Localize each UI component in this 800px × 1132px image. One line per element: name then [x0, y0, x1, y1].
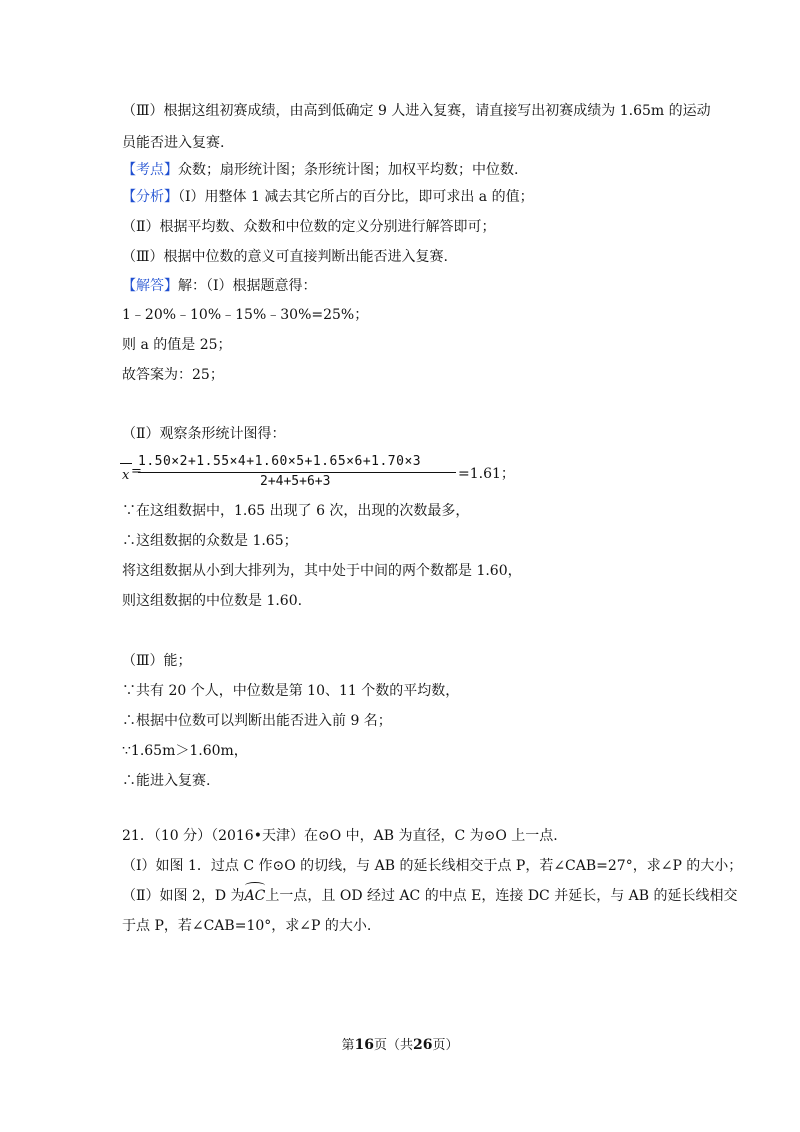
jieda-line: 【解答】解：（Ⅰ）根据题意得：	[122, 278, 317, 294]
text-line: ∴能进入复赛.	[122, 773, 211, 789]
text-line: （Ⅲ）能；	[122, 653, 192, 669]
text-line: 员能否进入复赛.	[122, 135, 225, 151]
text-line: ∴根据中位数可以判断出能否进入前 9 名；	[122, 713, 392, 729]
text-line: （Ⅱ）如图 2，D 为AC上一点，且 OD 经过 AC 的中点 E，连接 DC 并延长，与 AB 的延长线相交	[122, 888, 738, 904]
fenxi-tag: 【分析】	[122, 189, 178, 205]
text-line: （Ⅲ）根据这组初赛成绩，由高到低确定 9 人进入复赛，请直接写出初赛成绩为 1.65m 的运动	[122, 103, 711, 119]
kaodian-line: 【考点】众数；扇形统计图；条形统计图；加权平均数；中位数.	[122, 162, 519, 178]
mean-formula: x = 1.50×2+1.55×4+1.60×5+1.65×6+1.70×3 2+4+5+6+3 =1.61；	[122, 454, 515, 489]
page-number: 16	[354, 1037, 374, 1053]
text-line: 将这组数据从小到大排列为，其中处于中间的两个数都是 1.60，	[122, 563, 522, 579]
fraction-bar	[138, 472, 456, 473]
jieda-tag: 【解答】	[122, 278, 178, 294]
page-footer: 第16页（共26页）	[341, 1037, 459, 1053]
formula-denominator: 2+4+5+6+3	[260, 474, 331, 489]
text-line: ∵在这组数据中，1.65 出现了 6 次，出现的次数最多，	[122, 503, 470, 519]
text-line: 则 a 的值是 25；	[122, 337, 232, 353]
text-line: ∵共有 20 个人，中位数是第 10、11 个数的平均数，	[122, 683, 460, 699]
question-21-title: 21．（10 分）（2016•天津）在⊙O 中，AB 为直径，C 为⊙O 上一点.	[122, 828, 558, 844]
text-line: （Ⅲ）根据中位数的意义可直接判断出能否进入复赛.	[122, 249, 448, 265]
text-line: 于点 P，若∠CAB=10°，求∠P 的大小.	[122, 918, 372, 934]
text-line: ∵1.65m＞1.60m，	[122, 743, 248, 759]
text-line: 1﹣20%﹣10%﹣15%﹣30%=25%；	[122, 307, 369, 323]
text-line: 则这组数据的中位数是 1.60.	[122, 593, 303, 609]
formula-numerator: 1.50×2+1.55×4+1.60×5+1.65×6+1.70×3	[138, 454, 422, 469]
formula-result: =1.61；	[458, 466, 515, 482]
text-line: ∴这组数据的众数是 1.65；	[122, 533, 298, 549]
page-total: 26	[413, 1037, 433, 1053]
text-line: （Ⅱ）观察条形统计图得：	[122, 426, 286, 442]
arc-ac-label: AC	[244, 888, 266, 904]
kaodian-tag: 【考点】	[122, 162, 178, 178]
text-line: （Ⅱ）根据平均数、众数和中位数的定义分别进行解答即可；	[122, 219, 496, 235]
text-line: 故答案为：25；	[122, 367, 224, 383]
text-line: （Ⅰ）如图 1．过点 C 作⊙O 的切线，与 AB 的延长线相交于点 P，若∠CAB=27°，求∠P 的大小；	[122, 858, 743, 874]
fenxi-line: 【分析】（Ⅰ）用整体 1 减去其它所占的百分比，即可求出 a 的值；	[122, 189, 534, 205]
